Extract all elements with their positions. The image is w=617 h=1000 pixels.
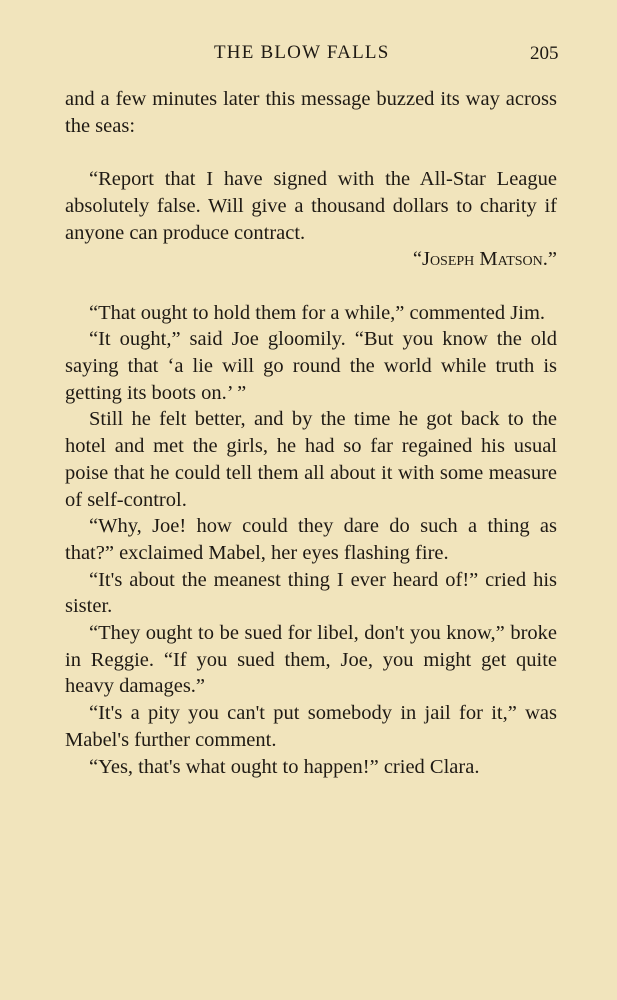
running-head: THE BLOW FALLS [214,42,390,63]
paragraph-6: “It's about the meanest thing I ever heard of!” cried his sister. [65,568,557,618]
paragraph-9: “Yes, that's what ought to happen!” cried Clara. [89,755,480,778]
paragraph-8: “It's a pity you can't put somebody in jail for it,” was Mabel's further comment. [65,702,557,751]
paragraph-3: “It ought,” said Joe gloomily. “But you know the old saying that ‘a lie will go round the world while truth is getting its boots on.’ ” [65,328,557,404]
paragraph-7: “They ought to be sued for libel, don't you know,” broke in Reggie. “If you sued them, Joe, you might get quite heavy damages.” [65,622,557,698]
paragraph-5: “Why, Joe! how could they dare do such a thing as that?” exclaimed Mabel, her eyes flashing fire. [65,515,557,564]
paragraph-1: and a few minutes later this message buzzed its way across the seas: [65,88,557,137]
paragraph-4: Still he felt better, and by the time he got back to the hotel and met the girls, he had so far regained his usual poise that he could tell them all about it with some measure of self-control. [65,408,557,511]
body-text [65,86,557,780]
page-number: 205 [530,43,559,64]
page-header [0,40,617,70]
telegram-signature: “Joseph Matson.” [412,248,557,271]
telegram-message: “Report that I have signed with the All-Star League absolutely false. Will give a thousand dollars to charity if anyone can produce contract. [65,168,557,244]
paragraph-2: “That ought to hold them for a while,” commented Jim. [89,301,546,324]
